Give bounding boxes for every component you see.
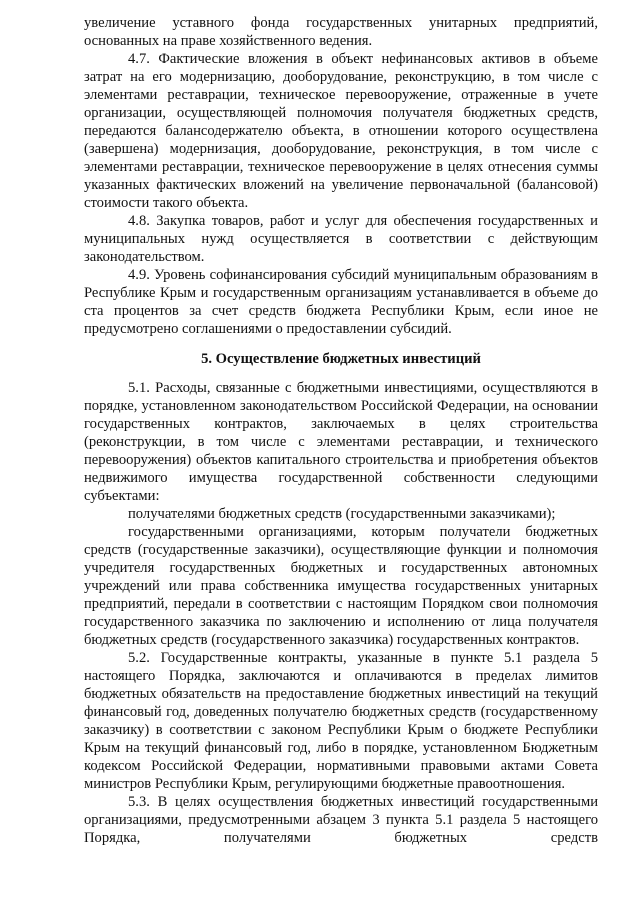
list-item-organizations: государственными организациями, которым получатели бюджетных средств (государственные заказчики), осуществляющие функции и полномочия учредителя государственных бюджетных и государственных автономных учреждений или права собственника имущества государственных унитарных предприятий, передали в соответствии с настоящим Порядком свои полномочия государственного заказчика по заключению и исполнению от лица получателя бюджетных средств (государственного заказчика) государственных контрактов.	[84, 524, 598, 648]
paragraph-5-1: 5.1. Расходы, связанные с бюджетными инвестициями, осуществляются в порядке, установленном законодательством Российской Федерации, на основании государственных контрактов, заключаемых в целях строительства (реконструкции, в том числе с элементами реставрации, и технического перевооружения) объектов капитального строительства и приобретения объектов недвижимого имущества государственной собственности следующими субъектами:	[84, 380, 598, 504]
list-item-recipients: получателями бюджетных средств (государственными заказчиками);	[128, 506, 556, 522]
paragraph-4-9: 4.9. Уровень софинансирования субсидий муниципальным образованиям в Республике Крым и государственным организациям устанавливается в объеме до ста процентов за счет средств бюджета Республики Крым, если иное не предусмотрено соглашениями о предоставлении субсидий.	[84, 267, 598, 337]
paragraph-4-8: 4.8. Закупка товаров, работ и услуг для обеспечения государственных и муниципальных нужд осуществляется в соответствии с действующим законодательством.	[84, 213, 598, 265]
section-heading-5: 5. Осуществление бюджетных инвестиций	[201, 351, 481, 367]
paragraph-5-2: 5.2. Государственные контракты, указанные в пункте 5.1 раздела 5 настоящего Порядка, заключаются и оплачиваются в пределах лимитов бюджетных обязательств на предоставление бюджетных инвестиций на текущий финансовый год, доведенных получателю бюджетных средств (государственному заказчику) в соответствии с законом Республики Крым о бюджете Республики Крым на текущий финансовый год, либо в порядке, установленном Бюджетным кодексом Российской Федерации, нормативными правовыми актами Совета министров Республики Крым, регулирующими бюджетные правоотношения.	[84, 650, 598, 792]
paragraph-5-3: 5.3. В целях осуществления бюджетных инвестиций государственными организациями, предусмотренными абзацем 3 пункта 5.1 раздела 5 настоящего Порядка, получателями бюджетных средств	[84, 794, 598, 846]
paragraph-continuation: увеличение уставного фонда государственных унитарных предприятий, основанных на праве хозяйственного ведения.	[84, 15, 598, 49]
document-page	[84, 14, 598, 847]
paragraph-4-7: 4.7. Фактические вложения в объект нефинансовых активов в объеме затрат на его модернизацию, дооборудование, реконструкцию, в том числе с элементами реставрации, техническое перевооружение, отраженные в учете организации, осуществляющей полномочия получателя бюджетных средств, передаются балансодержателю объекта, в отношении которого осуществлена (завершена) модернизация, дооборудование, реконструкция, в том числе с элементами реставрации, техническое перевооружение в целях отнесения суммы указанных фактических вложений на увеличение первоначальной (балансовой) стоимости такого объекта.	[84, 51, 598, 211]
